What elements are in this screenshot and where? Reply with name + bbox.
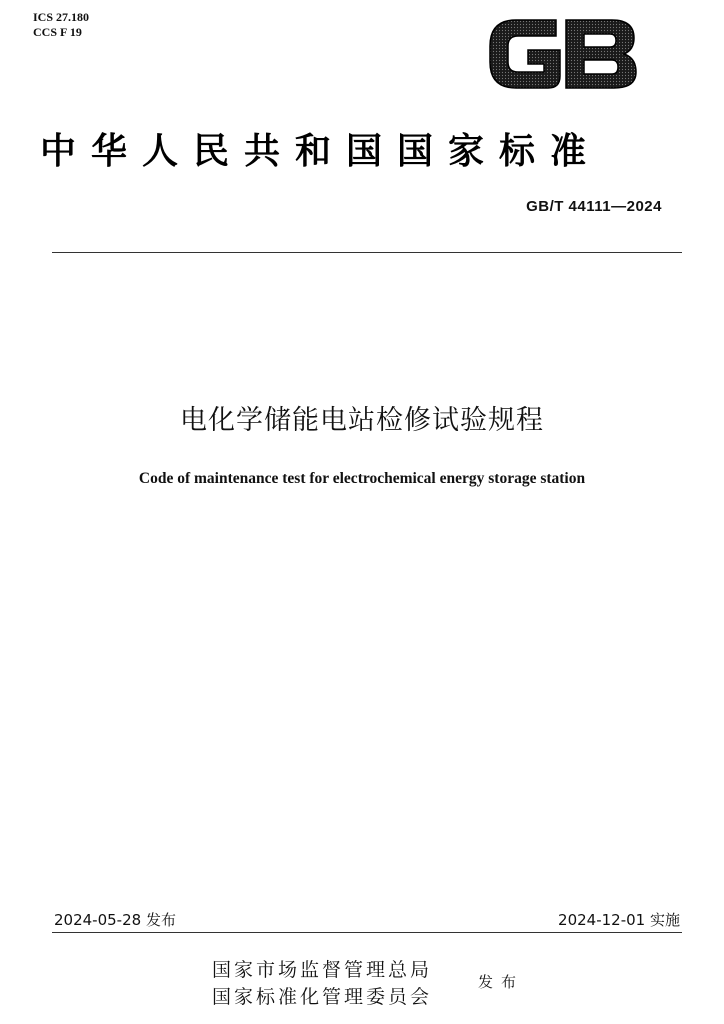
ccs-code: CCS F 19 <box>33 25 82 39</box>
implementation-date: 2024-12-01 实施 <box>558 911 680 929</box>
issuer-samr: 国家市场监督管理总局 <box>212 959 433 981</box>
ics-code: ICS 27.180 <box>33 10 90 24</box>
gb-logo <box>486 14 638 94</box>
issuing-authorities <box>212 957 432 1011</box>
publish-label: 发布 <box>478 973 525 991</box>
classification-codes <box>33 10 89 40</box>
title-english: Code of maintenance test for electrochemical energy storage station <box>138 470 586 487</box>
issue-date: 2024-05-28 发布 <box>54 911 176 929</box>
bottom-divider <box>52 932 682 933</box>
standard-number: GB/T 44111—2024 <box>526 198 662 215</box>
national-standard-banner: 中华人民共和国国家标准 <box>40 130 602 172</box>
title-chinese: 电化学储能电站检修试验规程 <box>180 405 544 436</box>
top-divider <box>52 252 682 253</box>
issuer-sac: 国家标准化管理委员会 <box>212 986 433 1008</box>
gb-logo-icon <box>486 14 638 94</box>
